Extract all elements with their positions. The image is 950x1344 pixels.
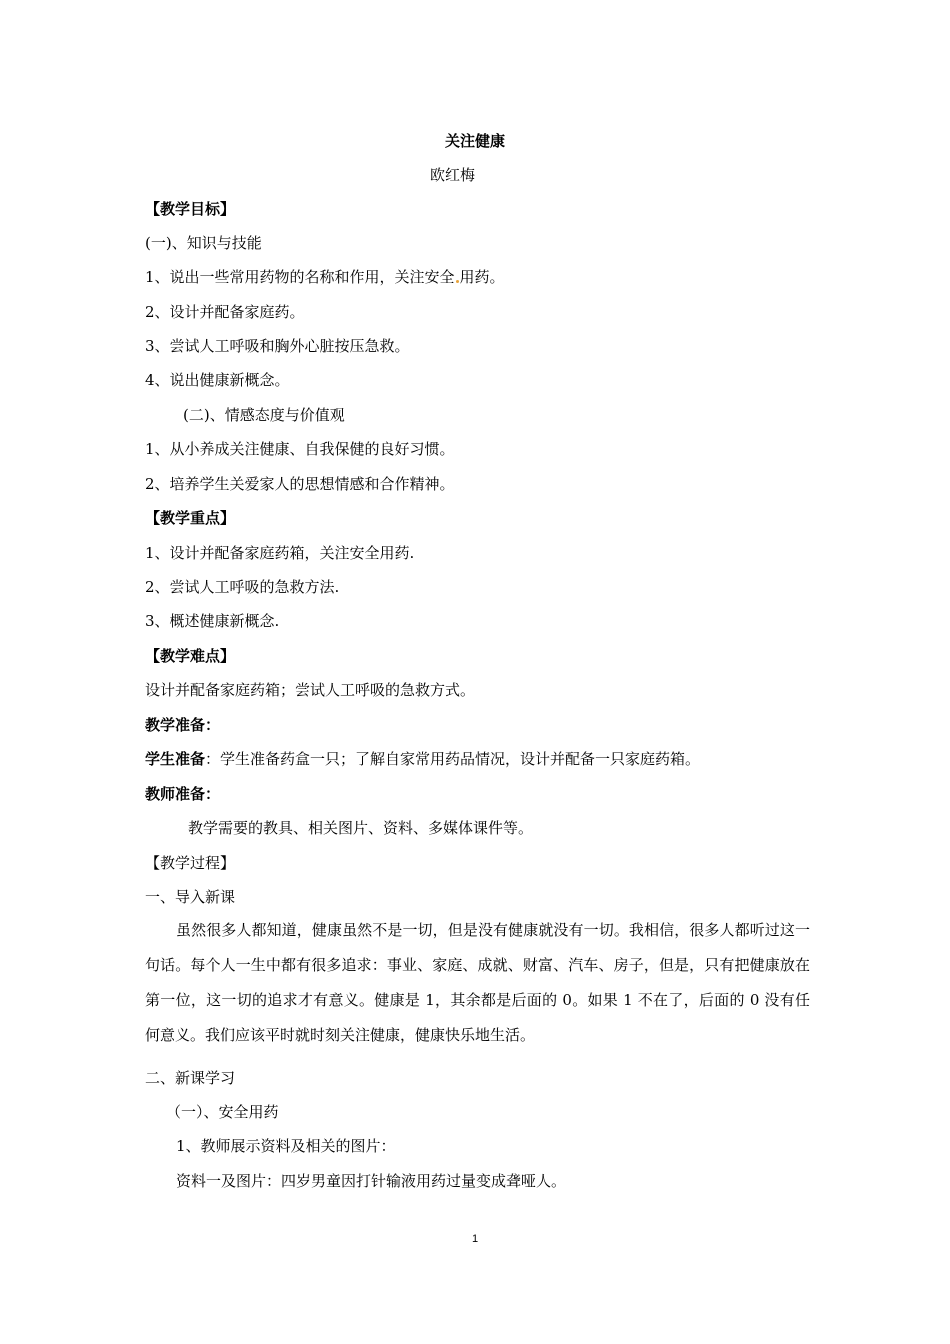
teacher-prep-label: 教师准备：: [145, 785, 221, 803]
key-item-1: 1、设计并配备家庭药箱，关注安全用药.: [145, 544, 415, 562]
material-item-1: 资料一及图片：四岁男童因打针输液用药过量变成聋哑人。: [176, 1172, 567, 1190]
teacher-prep-text: 教学需要的教具、相关图片、资料、多媒体课件等。: [188, 819, 534, 837]
page-number: 1: [471, 1233, 479, 1245]
document-title: 关注健康: [444, 132, 505, 150]
goal-item-1: [145, 267, 505, 287]
section-heading-prep: 教学准备：: [145, 716, 221, 734]
goal-item-1-text-a: 1、说出一些常用药物的名称和作用，关注安全: [145, 268, 455, 286]
subheading-emotion: (二)、情感态度与价值观: [183, 406, 345, 424]
goal-item-3: 3、尝试人工呼吸和胸外心脏按压急救。: [145, 337, 410, 355]
section-heading-process: 【教学过程】: [145, 854, 236, 872]
subheading-knowledge: (一)、知识与技能: [145, 234, 262, 252]
subsection-item-1: 1、教师展示资料及相关的图片：: [176, 1137, 396, 1155]
author-name: 欧红梅: [430, 166, 476, 184]
key-item-3: 3、概述健康新概念.: [145, 612, 280, 630]
emotion-item-1: 1、从小养成关注健康、自我保健的良好习惯。: [145, 440, 455, 458]
process-step-2: 二、新课学习: [145, 1069, 236, 1087]
student-prep-label: 学生准备: [145, 750, 206, 768]
goal-item-4: 4、说出健康新概念。: [145, 371, 290, 389]
goal-item-1-text-b: 用药。: [459, 268, 505, 286]
section-heading-difficulty: 【教学难点】: [145, 647, 236, 665]
goal-item-2: 2、设计并配备家庭药。: [145, 303, 305, 321]
intro-paragraph: 虽然很多人都知道，健康虽然不是一切，但是没有健康就没有一切。我相信，很多人都听过这一句话。每个人一生中都有很多追求：事业、家庭、成就、财富、汽车、房子，但是，只有把健康放在第一位，这一切的追求才有意义。健康是 1，其余都是后面的 0。如果 1 不在了，后面的 0 没有任何意义。我们应该平时就时刻关注健康，健康快乐地生活。: [145, 921, 810, 1044]
student-prep-text: ：学生准备药盒一只；了解自家常用药品情况，设计并配备一只家庭药箱。: [205, 750, 701, 768]
student-prep: [145, 749, 700, 769]
key-item-2: 2、尝试人工呼吸的急救方法.: [145, 578, 340, 596]
process-step-1: 一、导入新课: [145, 888, 236, 906]
difficulty-item: 设计并配备家庭药箱；尝试人工呼吸的急救方式。: [145, 681, 476, 699]
orange-mark: [456, 280, 459, 283]
emotion-item-2: 2、培养学生关爱家人的思想情感和合作精神。: [145, 475, 455, 493]
section-heading-goals: 【教学目标】: [145, 200, 236, 218]
section-heading-key: 【教学重点】: [145, 509, 236, 527]
subsection-safe-medicine: （一）、安全用药: [166, 1103, 279, 1121]
